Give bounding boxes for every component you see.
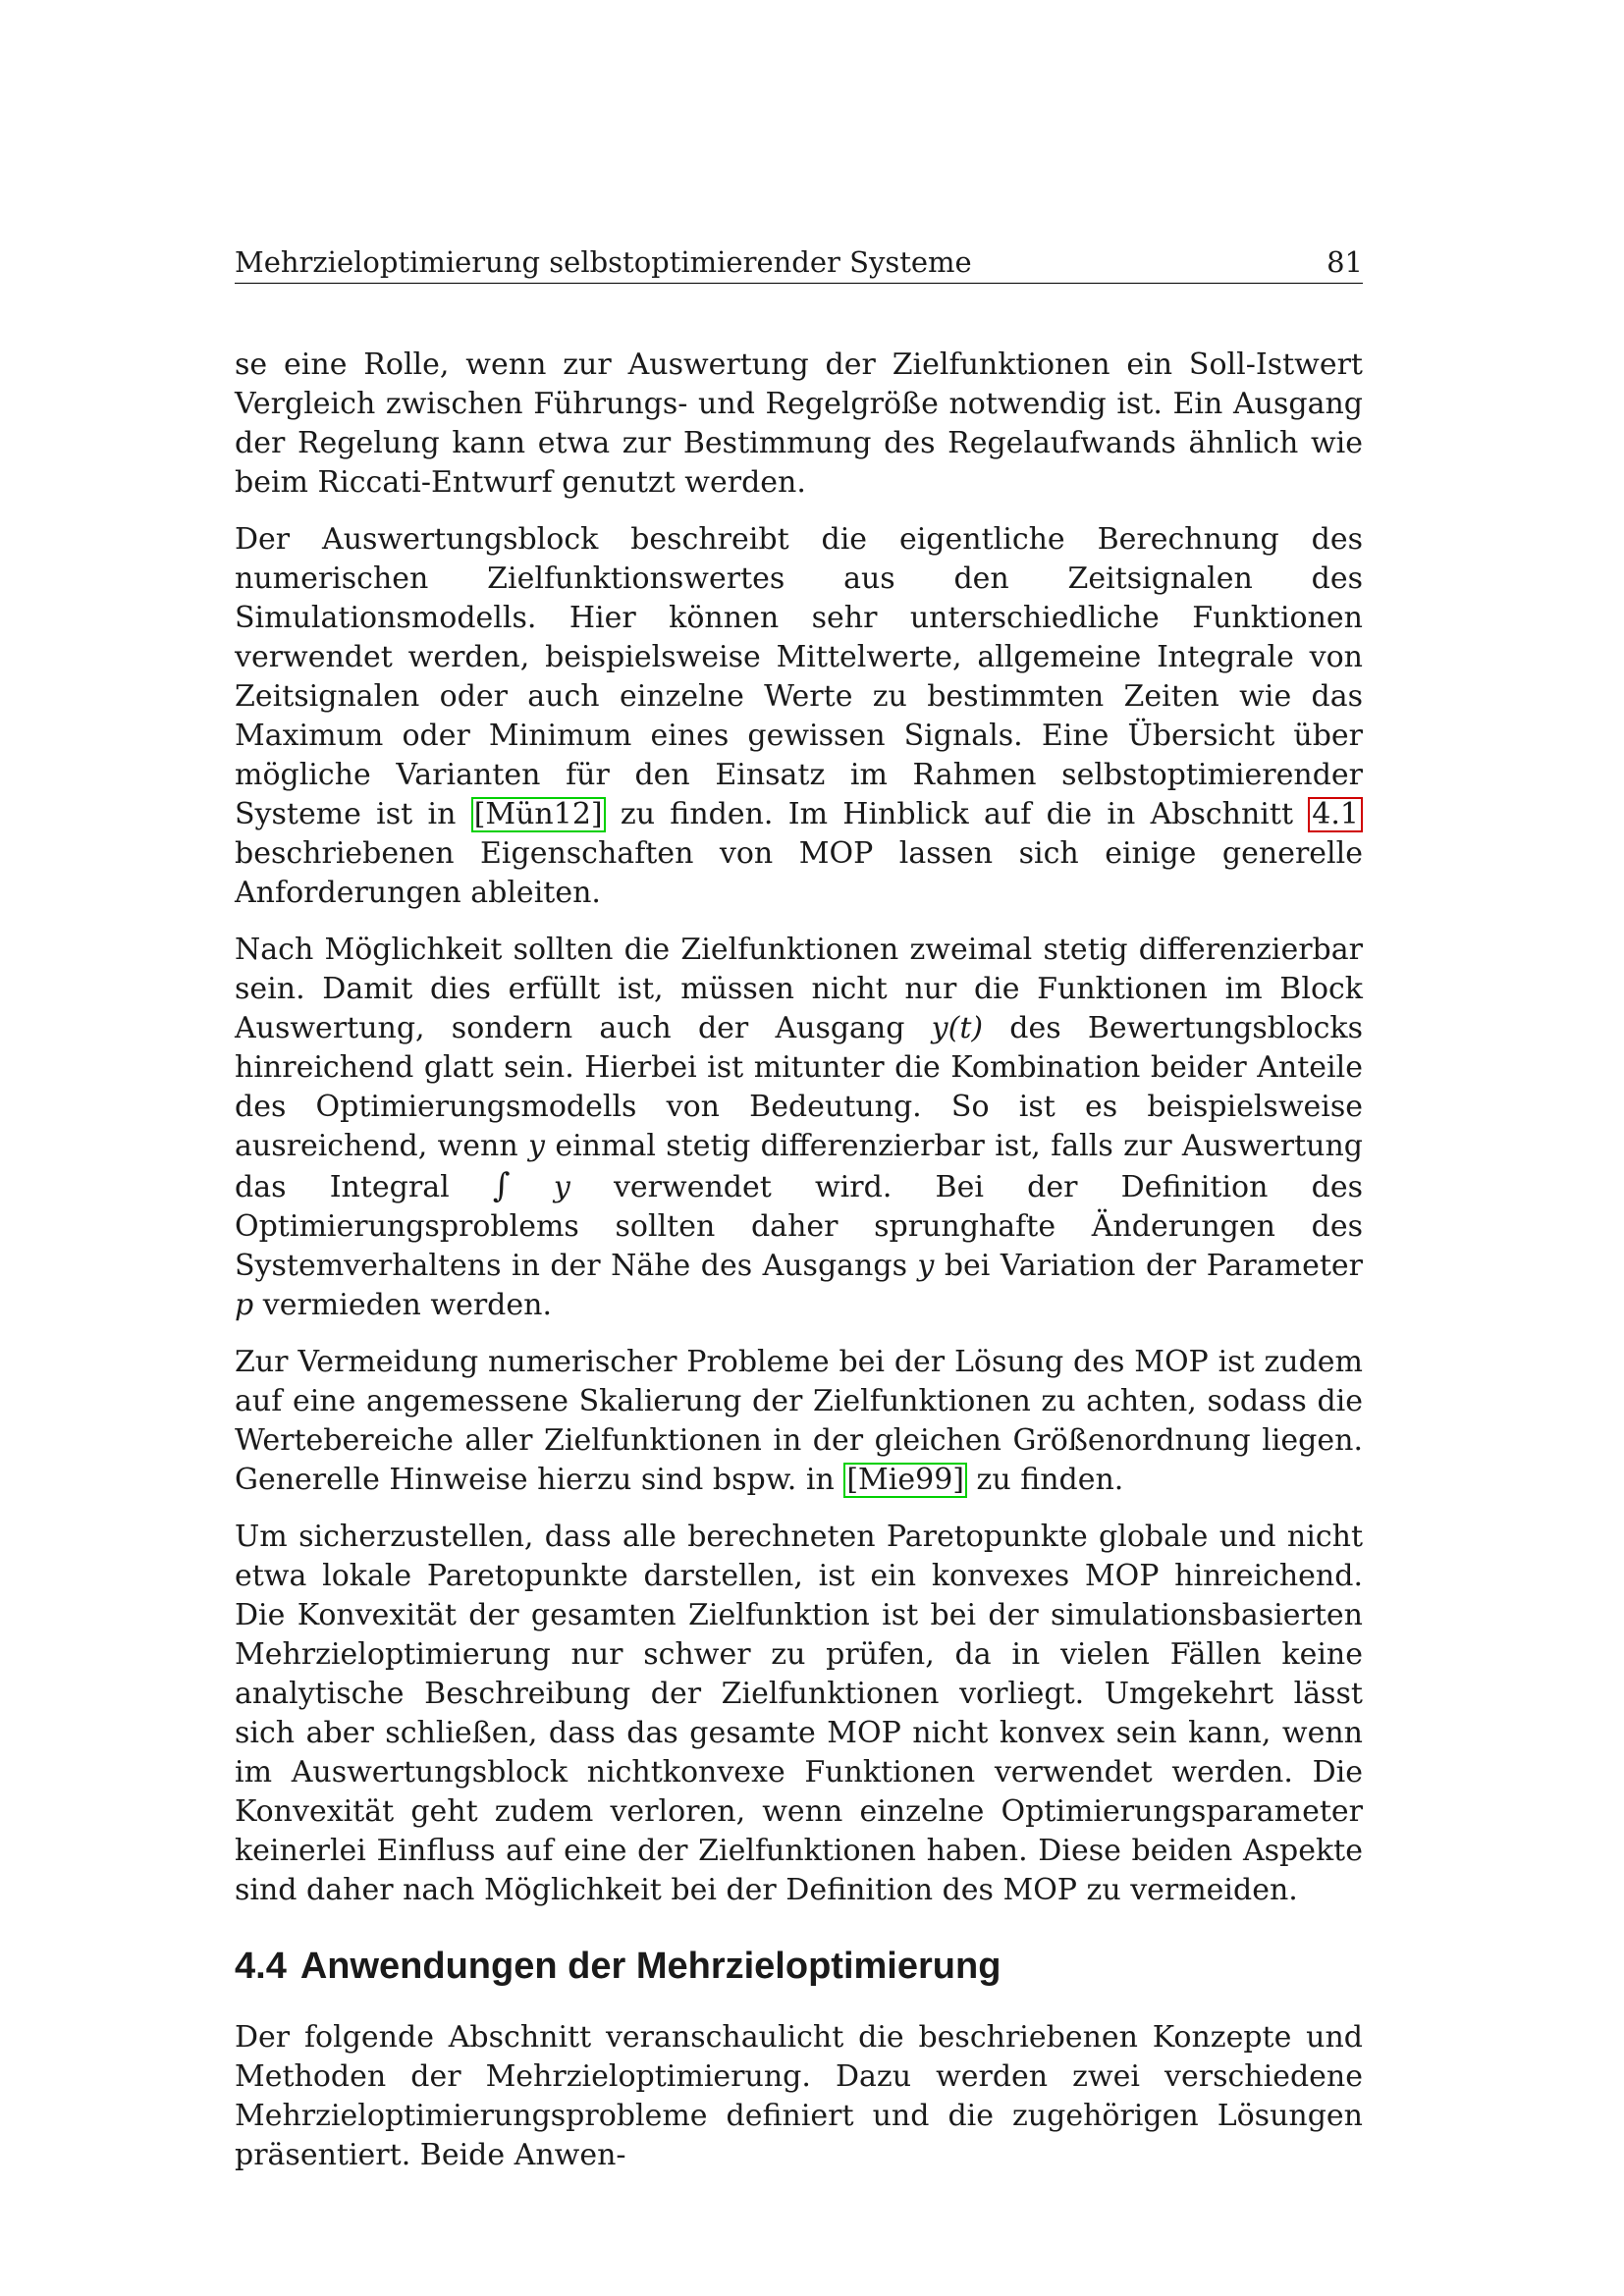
- running-title: Mehrzieloptimierung selbstoptimierender Systeme: [235, 245, 972, 279]
- page-number: 81: [1326, 245, 1363, 279]
- paragraph-2: [235, 520, 1363, 913]
- math-y-of-t: y(t): [931, 1011, 984, 1045]
- math-p: p: [235, 1288, 254, 1322]
- section-title: Anwendungen der Mehrzieloptimierung: [299, 1946, 1001, 1987]
- paragraph-5: Um sicherzustellen, dass alle berechneten Paretopunkte globale und nicht etwa lokale Paretopunkte darstellen, ist ein konvexes MOP hinreichend. Die Konvexität der gesamten Zielfunktion ist bei der simulationsbasierten Mehrzieloptimierung nur schwer zu prüfen, da in vielen Fällen keine analytische Beschreibung der Zielfunktionen vorliegt. Umgekehrt lässt sich aber schließen, dass das gesamte MOP nicht konvex sein kann, wenn im Auswertungsblock nichtkonvexe Funktionen verwendet werden. Die Konvexität geht zudem verloren, wenn einzelne Optimierungsparameter keinerlei Einfluss auf eine der Zielfunktionen haben. Diese beiden Aspekte sind daher nach Möglichkeit bei der Definition des MOP zu vermeiden.: [235, 1520, 1363, 1907]
- paragraph-4-text-a: Zur Vermeidung numerischer Probleme bei der Lösung des MOP ist zudem auf eine angemessene Skalierung der Zielfunktionen zu achten, sodass die Wertebereiche aller Zielfunktionen in der gleichen Größenordnung liegen. Generelle Hinweise hierzu sind bspw. in: [235, 1345, 1363, 1497]
- body-text: [235, 346, 1363, 2193]
- paragraph-2-text-b: zu finden. Im Hinblick auf die in Abschnitt: [605, 797, 1309, 831]
- section-heading: [235, 1944, 1363, 1989]
- paragraph-2-text-a: Der Auswertungsblock beschreibt die eigentliche Berechnung des numerischen Zielfunktionswertes aus den Zeitsignalen des Simulationsmodells. Hier können sehr unterschiedliche Funktionen verwendet werden, beispielsweise Mittelwerte, allgemeine Integrale von Zeitsignalen oder auch einzelne Werte zu bestimmten Zeiten wie das Maximum oder Minimum eines gewissen Signals. Eine Übersicht über mögliche Varianten für den Einsatz im Rahmen selbstoptimierender Systeme ist in: [235, 522, 1363, 831]
- math-y-integrand: y: [553, 1170, 570, 1204]
- section-paragraph: Der folgende Abschnitt veranschaulicht die beschriebenen Konzepte und Methoden der Mehrzieloptimierung. Dazu werden zwei verschiedene Mehrzieloptimierungsprobleme definiert und die zugehörigen Lösungen präsentiert. Beide Anwen-: [235, 2020, 1363, 2172]
- section-reference-link[interactable]: 4.1: [1308, 797, 1363, 832]
- math-y-output: y: [917, 1249, 935, 1283]
- citation-link-muen12[interactable]: [Mün12]: [471, 797, 606, 832]
- integral-symbol: ∫: [492, 1166, 511, 1205]
- paragraph-3-text-e: bei Variation der Parameter: [934, 1249, 1363, 1283]
- math-y: y: [528, 1129, 545, 1163]
- paragraph-1: se eine Rolle, wenn zur Auswertung der Zielfunktionen ein Soll-Istwert Vergleich zwischen Führungs- und Regelgröße notwendig ist. Ein Ausgang der Regelung kann etwa zur Bestimmung des Regelaufwands ähnlich wie beim Riccati-Entwurf genutzt werden.: [235, 347, 1363, 500]
- paragraph-3: [235, 931, 1363, 1325]
- paragraph-4: [235, 1343, 1363, 1500]
- paragraph-2-text-c: beschriebenen Eigenschaften von MOP lassen sich einige generelle Anforderungen ableiten.: [235, 836, 1363, 910]
- section-number: 4.4: [235, 1946, 287, 1987]
- paragraph-4-text-b: zu finden.: [967, 1463, 1124, 1497]
- paragraph-3-text-d: verwendet wird. Bei der Definition des Optimierungsproblems sollten daher sprunghafte Änderungen des Systemverhaltens in der Nähe des Ausgangs: [235, 1170, 1363, 1283]
- citation-link-mie99[interactable]: [Mie99]: [843, 1463, 967, 1498]
- paragraph-3-text-f: vermieden werden.: [253, 1288, 552, 1322]
- running-header: [235, 245, 1363, 284]
- paragraph-3-text-a: Nach Möglichkeit sollten die Zielfunktionen zweimal stetig differenzierbar sein. Damit dies erfüllt ist, müssen nicht nur die Funktionen im Block Auswertung, sondern auch der Ausgang: [235, 933, 1363, 1045]
- paragraph-3-text-c: einmal stetig differenzierbar ist, falls zur Auswertung das Integral: [235, 1129, 1363, 1204]
- paragraph-3-text-b: des Bewertungsblocks hinreichend glatt sein. Hierbei ist mitunter die Kombination beider Anteile des Optimierungsmodells von Bedeutung. So ist es beispielsweise ausreichend, wenn: [235, 1011, 1363, 1163]
